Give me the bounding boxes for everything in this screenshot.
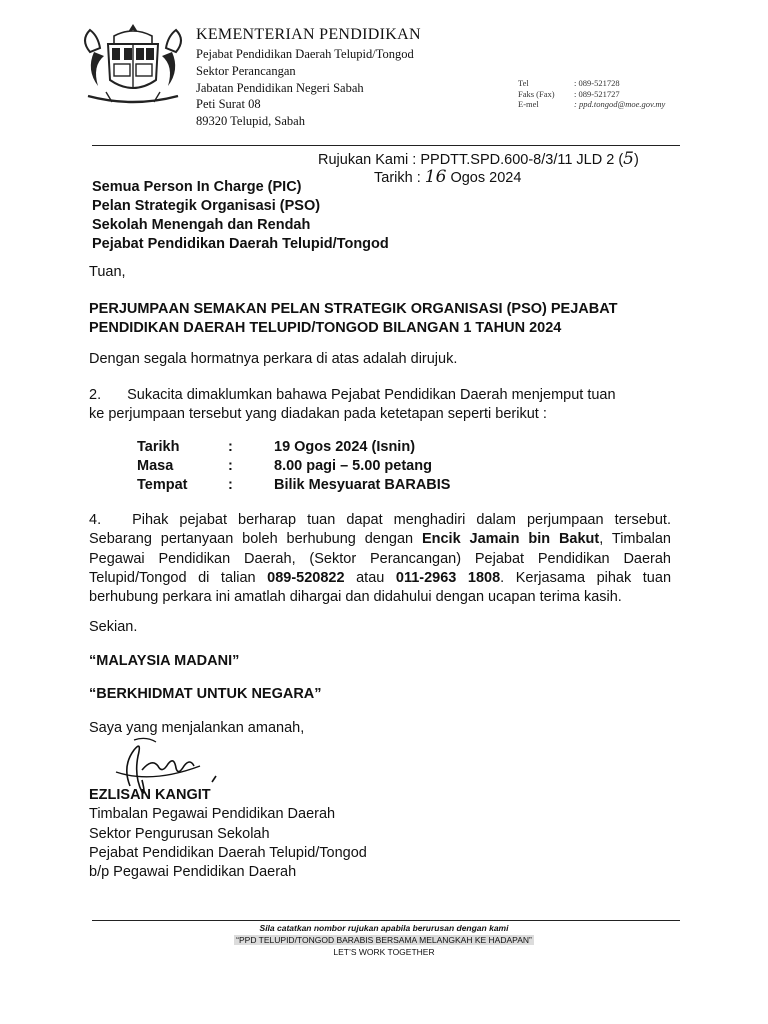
contact-email: E-mel : ppd.tongod@moe.gov.my <box>518 99 666 109</box>
footer-motto: “PPD TELUPID/TONGOD BARABIS BERSAMA MELANGKAH KE HADAPAN” <box>236 935 532 945</box>
recipient-line: Sekolah Menengah dan Rendah <box>92 217 311 233</box>
contact-person: Encik Jamain bin Bakut <box>421 531 600 548</box>
subject-heading <box>89 300 618 339</box>
coat-of-arms-logo <box>78 22 188 112</box>
signatory-block <box>89 786 367 882</box>
recipient-line: Semua Person In Charge (PIC) <box>92 179 302 195</box>
detail-row-venue: Tempat : Bilik Mesyuarat BARABIS <box>137 477 451 493</box>
header-address-line: Jabatan Pendidikan Negeri Sabah <box>196 81 364 95</box>
footer-divider <box>92 920 680 921</box>
subject-line: PENDIDIKAN DAERAH TELUPID/TONGOD BILANGAN 1 TAHUN 2024 <box>89 320 562 337</box>
letter-date: Tarikh : 16 Ogos 2024 <box>374 167 522 187</box>
meeting-details <box>137 438 450 495</box>
header-divider <box>92 145 680 146</box>
slogan-berkhidmat: “BERKHIDMAT UNTUK NEGARA” <box>89 686 322 702</box>
detail-row-time: Masa : 8.00 pagi – 5.00 petang <box>137 458 432 474</box>
contact-fax: Faks (Fax) : 089-521727 <box>518 88 620 99</box>
paragraph-number: 4. <box>89 512 102 528</box>
contact-tel: Tel : 089-521728 <box>518 78 620 88</box>
contact-block <box>518 78 665 110</box>
recipient-block <box>92 178 389 254</box>
phone-number: 011-2963 1808 <box>395 569 501 586</box>
phone-number: 089-520822 <box>267 569 345 586</box>
signatory-title: Timbalan Pegawai Pendidikan Daerah <box>89 806 336 823</box>
closing: Sekian. <box>89 619 138 635</box>
ministry-name: KEMENTERIAN PENDIDIKAN <box>196 26 421 43</box>
header-address-line: Pejabat Pendidikan Daerah Telupid/Tongod <box>196 47 414 61</box>
header-address-line: 89320 Telupid, Sabah <box>196 114 305 128</box>
header-address-line: Peti Surat 08 <box>196 97 261 111</box>
paragraph-number: 2. <box>89 387 102 403</box>
slogan-malaysia-madani: “MALAYSIA MADANI” <box>89 653 240 669</box>
detail-row-date: Tarikh : 19 Ogos 2024 (Isnin) <box>137 439 416 455</box>
reference-number: Rujukan Kami : PPDTT.SPD.600-8/3/11 JLD 2 (5) <box>318 149 639 169</box>
signatory-title: b/p Pegawai Pendidikan Daerah <box>89 864 297 881</box>
paragraph-2: 2. Sukacita dimaklumkan bahawa Pejabat Pendidikan Daerah menjemput tuan ke perjumpaan tersebut yang diadakan pada ketetapan seperti berikut : <box>89 387 616 423</box>
signatory-name: EZLISAN KANGIT <box>89 787 211 803</box>
paragraph-1: Dengan segala hormatnya perkara di atas adalah dirujuk. <box>89 351 458 367</box>
subject-line: PERJUMPAAN SEMAKAN PELAN STRATEGIK ORGANISASI (PSO) PEJABAT <box>89 301 618 317</box>
recipient-line: Pelan Strategik Organisasi (PSO) <box>92 198 321 214</box>
signatory-title: Sektor Pengurusan Sekolah <box>89 825 270 842</box>
signatory-title: Pejabat Pendidikan Daerah Telupid/Tongod <box>89 844 367 861</box>
footer-tagline: LET’S WORK TOGETHER <box>333 947 435 957</box>
footer-note: Sila catatkan nombor rujukan apabila berurusan dengan kami <box>259 923 509 933</box>
trust-line: Saya yang menjalankan amanah, <box>89 720 305 736</box>
salutation: Tuan, <box>89 264 126 280</box>
header-address-line: Sektor Perancangan <box>196 64 296 78</box>
paragraph-4: 4. Pihak pejabat berharap tuan dapat menghadiri dalam perjumpaan tersebut. Sebarang pertanyaan boleh berhubung dengan Encik Jamain bin Bakut, Timbalan Pegawai Pendidikan Daerah, (Sektor Perancangan) Pejabat Pendidikan Daerah Telupid/Tongod di talian 089-520822 atau 011-2963 1808. Kerjasama pihak tuan berhubung perkara ini amatlah dihargai dan didahului dengan ucapan terima kasih. <box>89 512 672 606</box>
recipient-line: Pejabat Pendidikan Daerah Telupid/Tongod <box>92 236 389 252</box>
